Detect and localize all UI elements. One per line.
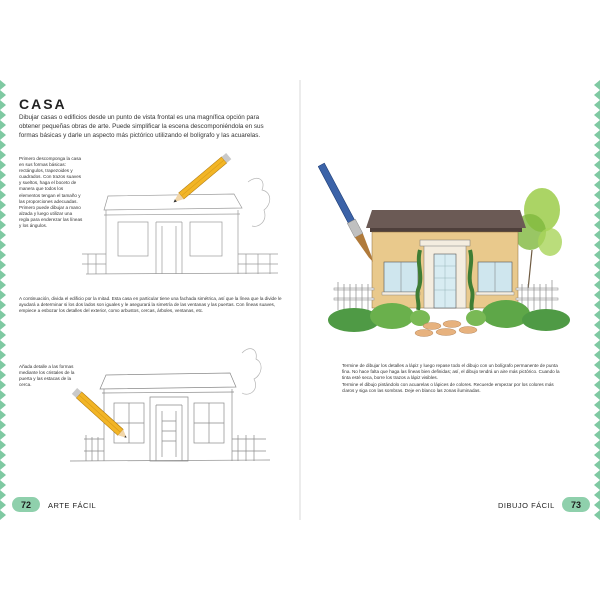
- intro-paragraph: Dibujar casas o edificios desde un punto de vista frontal es una magnífica opción para obtener pequeñas obras de arte. Puede simplificar la escena descomponiéndola en sus formas básicas y darle un aspecto más pictórico utilizando el bolígrafo y las acuarelas.: [19, 114, 264, 139]
- page-number-right: 73: [562, 497, 590, 512]
- step4-text: Termine de dibujar los detalles a lápiz y luego repase todo el dibujo con un bolígrafo permanente de punta fina. No hace falta que haga las líneas bien definidas; así, el dibujo tendrá un aire más pictórico. Cuando la tinta esté seca, borre los trazos a lápiz visibles.: [342, 363, 560, 381]
- step3-text: Añada detalle a las formas mediante los cristales de la puerta y las estacas de la cerca.: [19, 364, 75, 388]
- step2-text: A continuación, divida el edificio por la mitad. Esta casa en particular tiene una fachada simétrica, así que la línea que la divide le ayudará a determinar si los dos lados son iguales y le asegurará la simetría de las ventanas y las puertas. Con líneas suaves, empiece a esbozar los detalles del exterior, como arbustos, cercas, árboles, ventanas, etc.: [19, 296, 282, 314]
- pencil-icon: [170, 145, 240, 207]
- step5-text: Termine el dibujo pintándolo con acuarelas o lápices de colores. Recuerde empezar por los colores más claros y siga con las sombras. Deje en blanco las zonas iluminadas.: [342, 382, 554, 394]
- page-number-left: 72: [12, 497, 40, 512]
- left-zigzag-edge: [0, 80, 8, 520]
- step1-text: Primero descomponga la casa en sus formas básicas: rectángulos, trapezoides y cuadrados. Con trazos suaves y sueltos, haga el boceto de manera que todos los elementos tengan el tamaño y las proporciones adecuadas. Primero puede dibujar a mano alzada y luego utilizar una regla para enderezar las líneas y los ángulos.: [19, 156, 83, 229]
- right-zigzag-edge: [592, 80, 600, 520]
- pencil-icon: [64, 380, 134, 446]
- paintbrush-icon: [318, 158, 378, 270]
- footer-label-right: DIBUJO FÁCIL: [498, 501, 555, 510]
- tree: [514, 188, 562, 290]
- page-gutter: [299, 80, 301, 520]
- footer-label-left: ARTE FÁCIL: [48, 501, 97, 510]
- page-title: CASA: [19, 96, 67, 112]
